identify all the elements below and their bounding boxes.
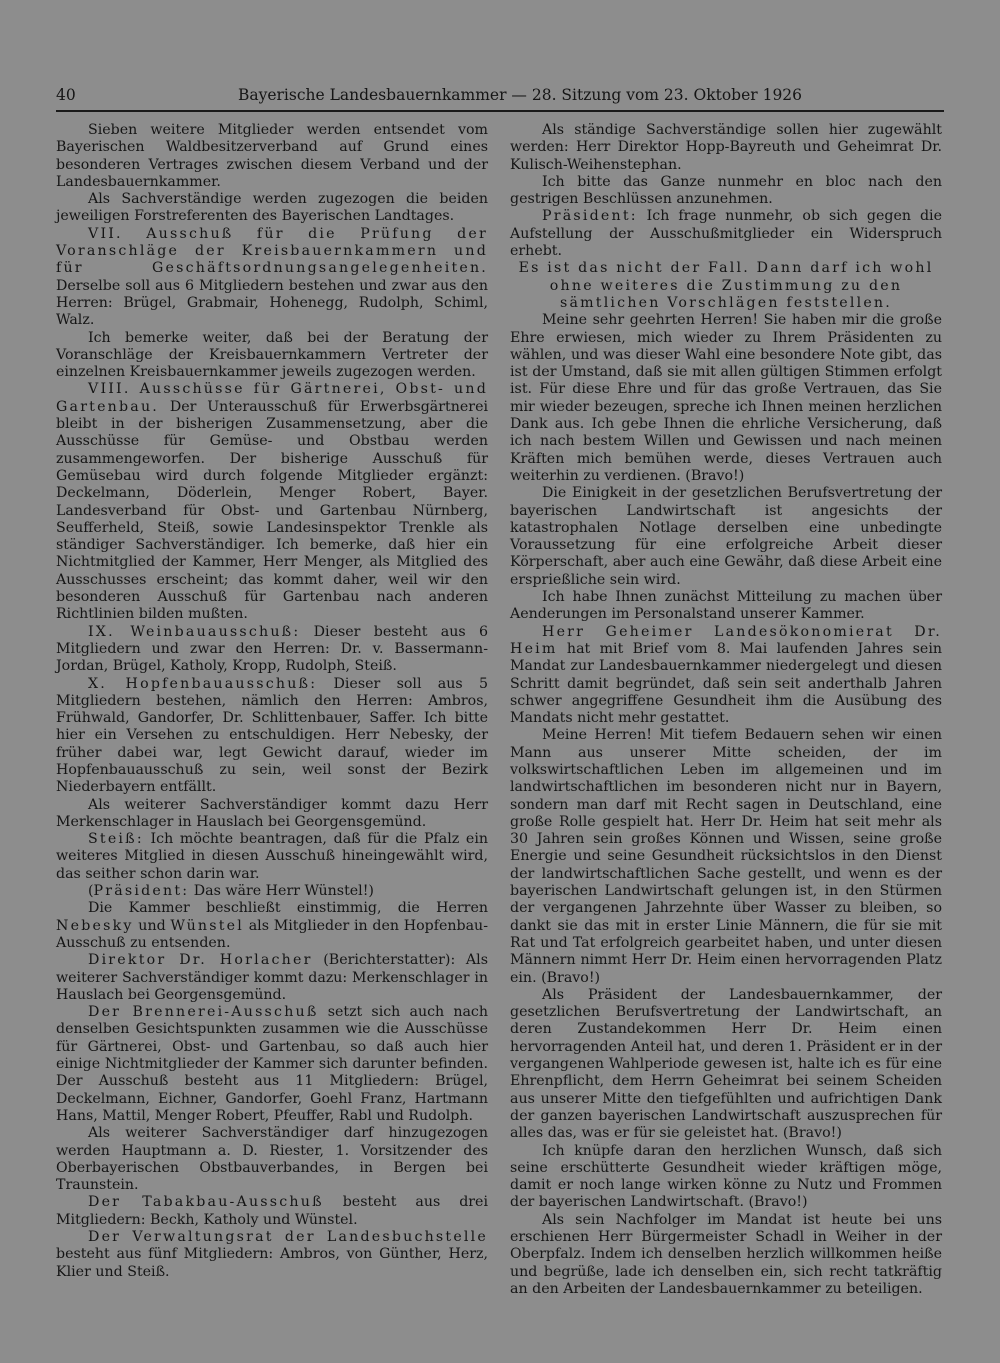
body-text: Als ständige Sachverständige sollen hier zugewählt werden: Herr Direktor Hopp-Bayreuth und Geheimrat Dr. Kulisch-Weihenstephan. (510, 122, 942, 173)
spaced-text: Steiß: (88, 831, 144, 848)
body-text: Als Sachverständige werden zugezogen die beiden jeweiligen Forstreferenten des Bayerischen Landtages. (56, 191, 488, 225)
paragraph (56, 676, 488, 797)
spaced-text: Der Brennerei-Ausschuß (88, 1004, 319, 1021)
paragraph (56, 226, 488, 330)
body-text: besteht aus fünf Mitgliedern: Ambros, von Günther, Herz, Klier und Steiß. (56, 1246, 488, 1280)
paragraph (56, 1229, 488, 1281)
body-text: Ich habe Ihnen zunächst Mitteilung zu machen über Aenderungen im Personalstand unserer Kammer. (510, 589, 942, 623)
spaced-text: Es ist das nicht der Fall. Dann darf ich wohl ohne weiteres die Zustimmung zu den sämtlichen Vorschlägen feststellen. (518, 260, 934, 311)
paragraph (56, 883, 488, 900)
paragraph (510, 589, 942, 624)
spaced-text: Wünstel (170, 917, 244, 934)
body-text: Dieser soll aus 5 Mitgliedern bestehen, nämlich den Herren: Ambros, Frühwald, Gandorfer, Dr. Schlittenbauer, Saffer. Ich bitte hier ein Versehen zu entschuldigen. Herr Nebesky, der früher dabei war, legt Gewicht darauf, wieder im Hopfenbauausschuß zu sein, weil sonst der Bezirk Niederbayern entfällt. (56, 675, 489, 796)
spaced-text: Präsident: (93, 883, 190, 900)
spaced-text: Nebesky (56, 917, 134, 934)
paragraph (56, 797, 488, 832)
paragraph (56, 330, 488, 382)
paragraph (56, 1004, 488, 1125)
paragraph (510, 122, 942, 174)
paragraph (56, 122, 488, 191)
page-header (56, 86, 944, 108)
paragraph (510, 485, 942, 589)
body-text: Dieser besteht aus 6 Mitgliedern und zwar den Herren: Dr. v. Bassermann-Jordan, Brügel, Katholy, Kropp, Rudolph, Steiß. (56, 623, 488, 675)
spaced-text: Der Verwaltungsrat der Landesbuchstelle (88, 1229, 488, 1245)
body-text: Die Kammer beschließt einstimmig, die Herren (88, 900, 488, 917)
paragraph (56, 831, 488, 883)
spaced-text: VII. Ausschuß für die Prüfung der Voranschläge der Kreisbauernkammern und für Geschäftsordnungsangelegenheiten. (56, 225, 488, 277)
body-text: Das wäre Herr Wünstel!) (189, 883, 374, 900)
right-column (510, 122, 942, 1298)
body-text: setzt sich auch nach denselben Gesichtspunkten zusammen wie die Ausschüsse für Gärtnerei, Obst- und Gartenbau, so daß auch hier einige Nichtmitglieder der Kammer sich darunter befinden. Der Ausschuß besteht aus 11 Mitgliedern: Brügel, Deckelmann, Eichner, Gandorfer, Goehl Franz, Hartmann Hans, Mattil, Menger Robert, Pfeuffer, Rabl und Rudolph. (56, 1004, 488, 1124)
paragraph (510, 260, 942, 312)
paragraph (56, 624, 488, 676)
paragraph (56, 191, 488, 226)
body-text: Der Unterausschuß für Erwerbsgärtnerei bleibt in der bisherigen Zusammensetzung, aber die Ausschüsse für Gemüse- und Obstbau werden zusammengeworfen. Der bisherige Ausschuß für Gemüsebau wird durch folgende Mitglieder ergänzt: Deckelmann, Döderlein, Menger Robert, Bayer. Landesverband für Obst- und Gartenbau Nürnberg, Seufferheld, Steiß, sowie Landesinspektor Trenkle als ständiger Sachverständiger. Ich bemerke, daß hier ein Nichtmitglied der Kammer, Herr Menger, als Mitglied des Ausschusses erscheint; das kommt daher, weil wir den besonderen Ausschuß für Gartenbau nach anderen Richtlinien bilden mußten. (56, 398, 488, 623)
body-text: Derselbe soll aus 6 Mitgliedern bestehen und zwar aus den Herren: Brügel, Grabmair, Hohenegg, Rudolph, Schiml, Walz. (56, 277, 488, 329)
body-text: Als weiterer Sachverständiger darf hinzugezogen werden Hauptmann a. D. Riester, 1. Vorsitzender des Oberbayerischen Obstbauverbandes, in Bergen bei Traunstein. (56, 1125, 488, 1194)
body-text: Meine Herren! Mit tiefem Bedauern sehen wir einen Mann aus unserer Mitte scheiden, der im volkswirtschaftlichen Leben im allgemeinen und im landwirtschaftlichen im besonderen nicht nur in Bayern, sondern man darf mit Recht sagen in Deutschland, eine große Rolle gespielt hat. Herr Dr. Heim hat seit mehr als 30 Jahren sein großes Können und Wissen, seine große Energie und seine Gesundheit rücksichtslos in den Dienst der landwirtschaftlichen Sache gestellt, und wenn es der bayerischen Landwirtschaft gelungen ist, in den Stürmen der vergangenen Jahrzehnte über Wasser zu bleiben, so dankt sie das mit in erster Linie Männern, die für sie mit Rat und Tat erfolgreich gearbeitet haben, und unter diesen Männern nimmt Herr Dr. Heim einen hervorragenden Platz ein. (Bravo!) (510, 727, 942, 986)
body-text: hat mit Brief vom 8. Mai laufenden Jahres sein Mandat zur Landesbauernkammer niedergelegt und diesen Schritt damit begründet, daß sein seit anderthalb Jahren schwer angegriffene Gesundheit ihm die Ausübung des Mandats nicht mehr gestattet. (510, 640, 942, 727)
body-text: Ich knüpfe daran den herzlichen Wunsch, daß sich seine erschütterte Gesundheit wieder kräftigen möge, damit er noch lange wirken könne zu Nutz und Frommen der bayerischen Landwirtschaft. (Bravo!) (510, 1142, 942, 1211)
paragraph (510, 1143, 942, 1212)
body-text: als Mitglieder in den Hopfenbau-Ausschuß zu entsenden. (56, 917, 488, 951)
body-text: Sieben weitere Mitglieder werden entsendet vom Bayerischen Waldbesitzerverband auf Grund eines besonderen Vertrages zwischen diesem Verband und der Landesbauernkammer. (56, 122, 488, 190)
paragraph (510, 987, 942, 1143)
paragraph (56, 1125, 488, 1194)
spaced-text: Direktor Dr. Horlacher (88, 952, 313, 969)
left-column (56, 122, 488, 1281)
paragraph (56, 381, 488, 623)
running-title: Bayerische Landesbauernkammer — 28. Sitzung vom 23. Oktober 1926 (237, 86, 803, 104)
body-text: Ich frage nunmehr, ob sich gegen die Aufstellung der Ausschußmitglieder ein Widerspruch erhebt. (510, 208, 942, 260)
paragraph (56, 1194, 488, 1229)
spaced-text: Der Tabakbau-Ausschuß (88, 1194, 324, 1211)
body-text: und (133, 917, 171, 934)
paragraph (510, 312, 942, 485)
spaced-text: Herr Geheimer Landesökonomierat Dr. Heim (510, 623, 942, 657)
paragraph (56, 952, 488, 1004)
paragraph (510, 1212, 942, 1298)
body-text: Ich möchte beantragen, daß für die Pfalz ein weiteres Mitglied in diesen Ausschuß hineingewählt wird, das seither schon darin war. (56, 831, 488, 882)
paragraph (56, 900, 488, 952)
body-text: besteht aus drei Mitgliedern: Beckh, Katholy und Wünstel. (56, 1194, 488, 1228)
paragraph (510, 727, 942, 986)
body-text: Meine sehr geehrten Herren! Sie haben mir die große Ehre erwiesen, mich wieder zu Ihrem Präsidenten zu wählen, und was dieser Wahl eine besondere Note gibt, das ist der Umstand, daß sie mit allen gültigen Stimmen erfolgt ist. Für diese Ehre und für das große Vertrauen, das Sie mir wieder bezeugen, spreche ich Ihnen meinen herzlichen Dank aus. Ich gebe Ihnen die ehrliche Versicherung, daß ich nach bestem Willen und Gewissen und nach meinen Kräften mich bemühen werde, dieses Vertrauen auch weiterhin zu verdienen. (Bravo!) (510, 312, 942, 484)
header-rule (56, 110, 944, 112)
body-text: ( (88, 883, 94, 900)
paragraph (510, 624, 942, 728)
spaced-text: Präsident: (542, 208, 638, 225)
paragraph (510, 174, 942, 209)
spaced-text: X. Hopfenbauausschuß: (88, 675, 318, 692)
spaced-text: VIII. Ausschüsse für Gärtnerei, Obst- und Gartenbau. (56, 381, 488, 415)
body-text: Als weiterer Sachverständiger kommt dazu Herr Merkenschlager in Hauslach bei Georgensgemünd. (56, 796, 488, 830)
page-number: 40 (56, 86, 76, 104)
body-text: Als sein Nachfolger im Mandat ist heute bei uns erschienen Herr Bürgermeister Schadl in Weiher in der Oberpfalz. Indem ich denselben herzlich willkommen heiße und begrüße, lade ich denselben ein, sich recht tatkräftig an den Arbeiten der Landesbauernkammer zu beteiligen. (510, 1211, 942, 1297)
body-text: Die Einigkeit in der gesetzlichen Berufsvertretung der bayerischen Landwirtschaft ist angesichts der katastrophalen Notlage derselben eine unbedingte Voraussetzung für eine erfolgreiche Arbeit dieser Körperschaft, aber auch eine Gewähr, daß diese Arbeit eine ersprießliche sein wird. (510, 485, 942, 588)
spaced-text: IX. Weinbauausschuß: (88, 623, 301, 640)
body-text: (Berichterstatter): Als weiterer Sachverständiger kommt dazu: Merkenschlager in Hauslach bei Georgensgemünd. (56, 952, 488, 1003)
body-text: Als Präsident der Landesbauernkammer, der gesetzlichen Berufsvertretung der Landwirtschaft, an deren Zustandekommen Herr Dr. Heim einen hervorragenden Anteil hat, und deren 1. Präsident er in der vergangenen Wahlperiode gewesen ist, halte ich es für eine Ehrenpflicht, dem Herrn Geheimrat bei seinem Scheiden aus unserer Mitte den tiefgefühlten und aufrichtigen Dank der ganzen bayerischen Landwirtschaft auszusprechen für alles das, was er für sie geleistet hat. (Bravo!) (510, 986, 942, 1142)
body-text: Ich bitte das Ganze nunmehr en bloc nach den gestrigen Beschlüssen anzunehmen. (510, 173, 942, 208)
body-text: Ich bemerke weiter, daß bei der Beratung der Voranschläge der Kreisbauernkammern Vertreter der einzelnen Kreisbauernkammer jeweils zugezogen werden. (56, 329, 488, 381)
paragraph (510, 208, 942, 260)
